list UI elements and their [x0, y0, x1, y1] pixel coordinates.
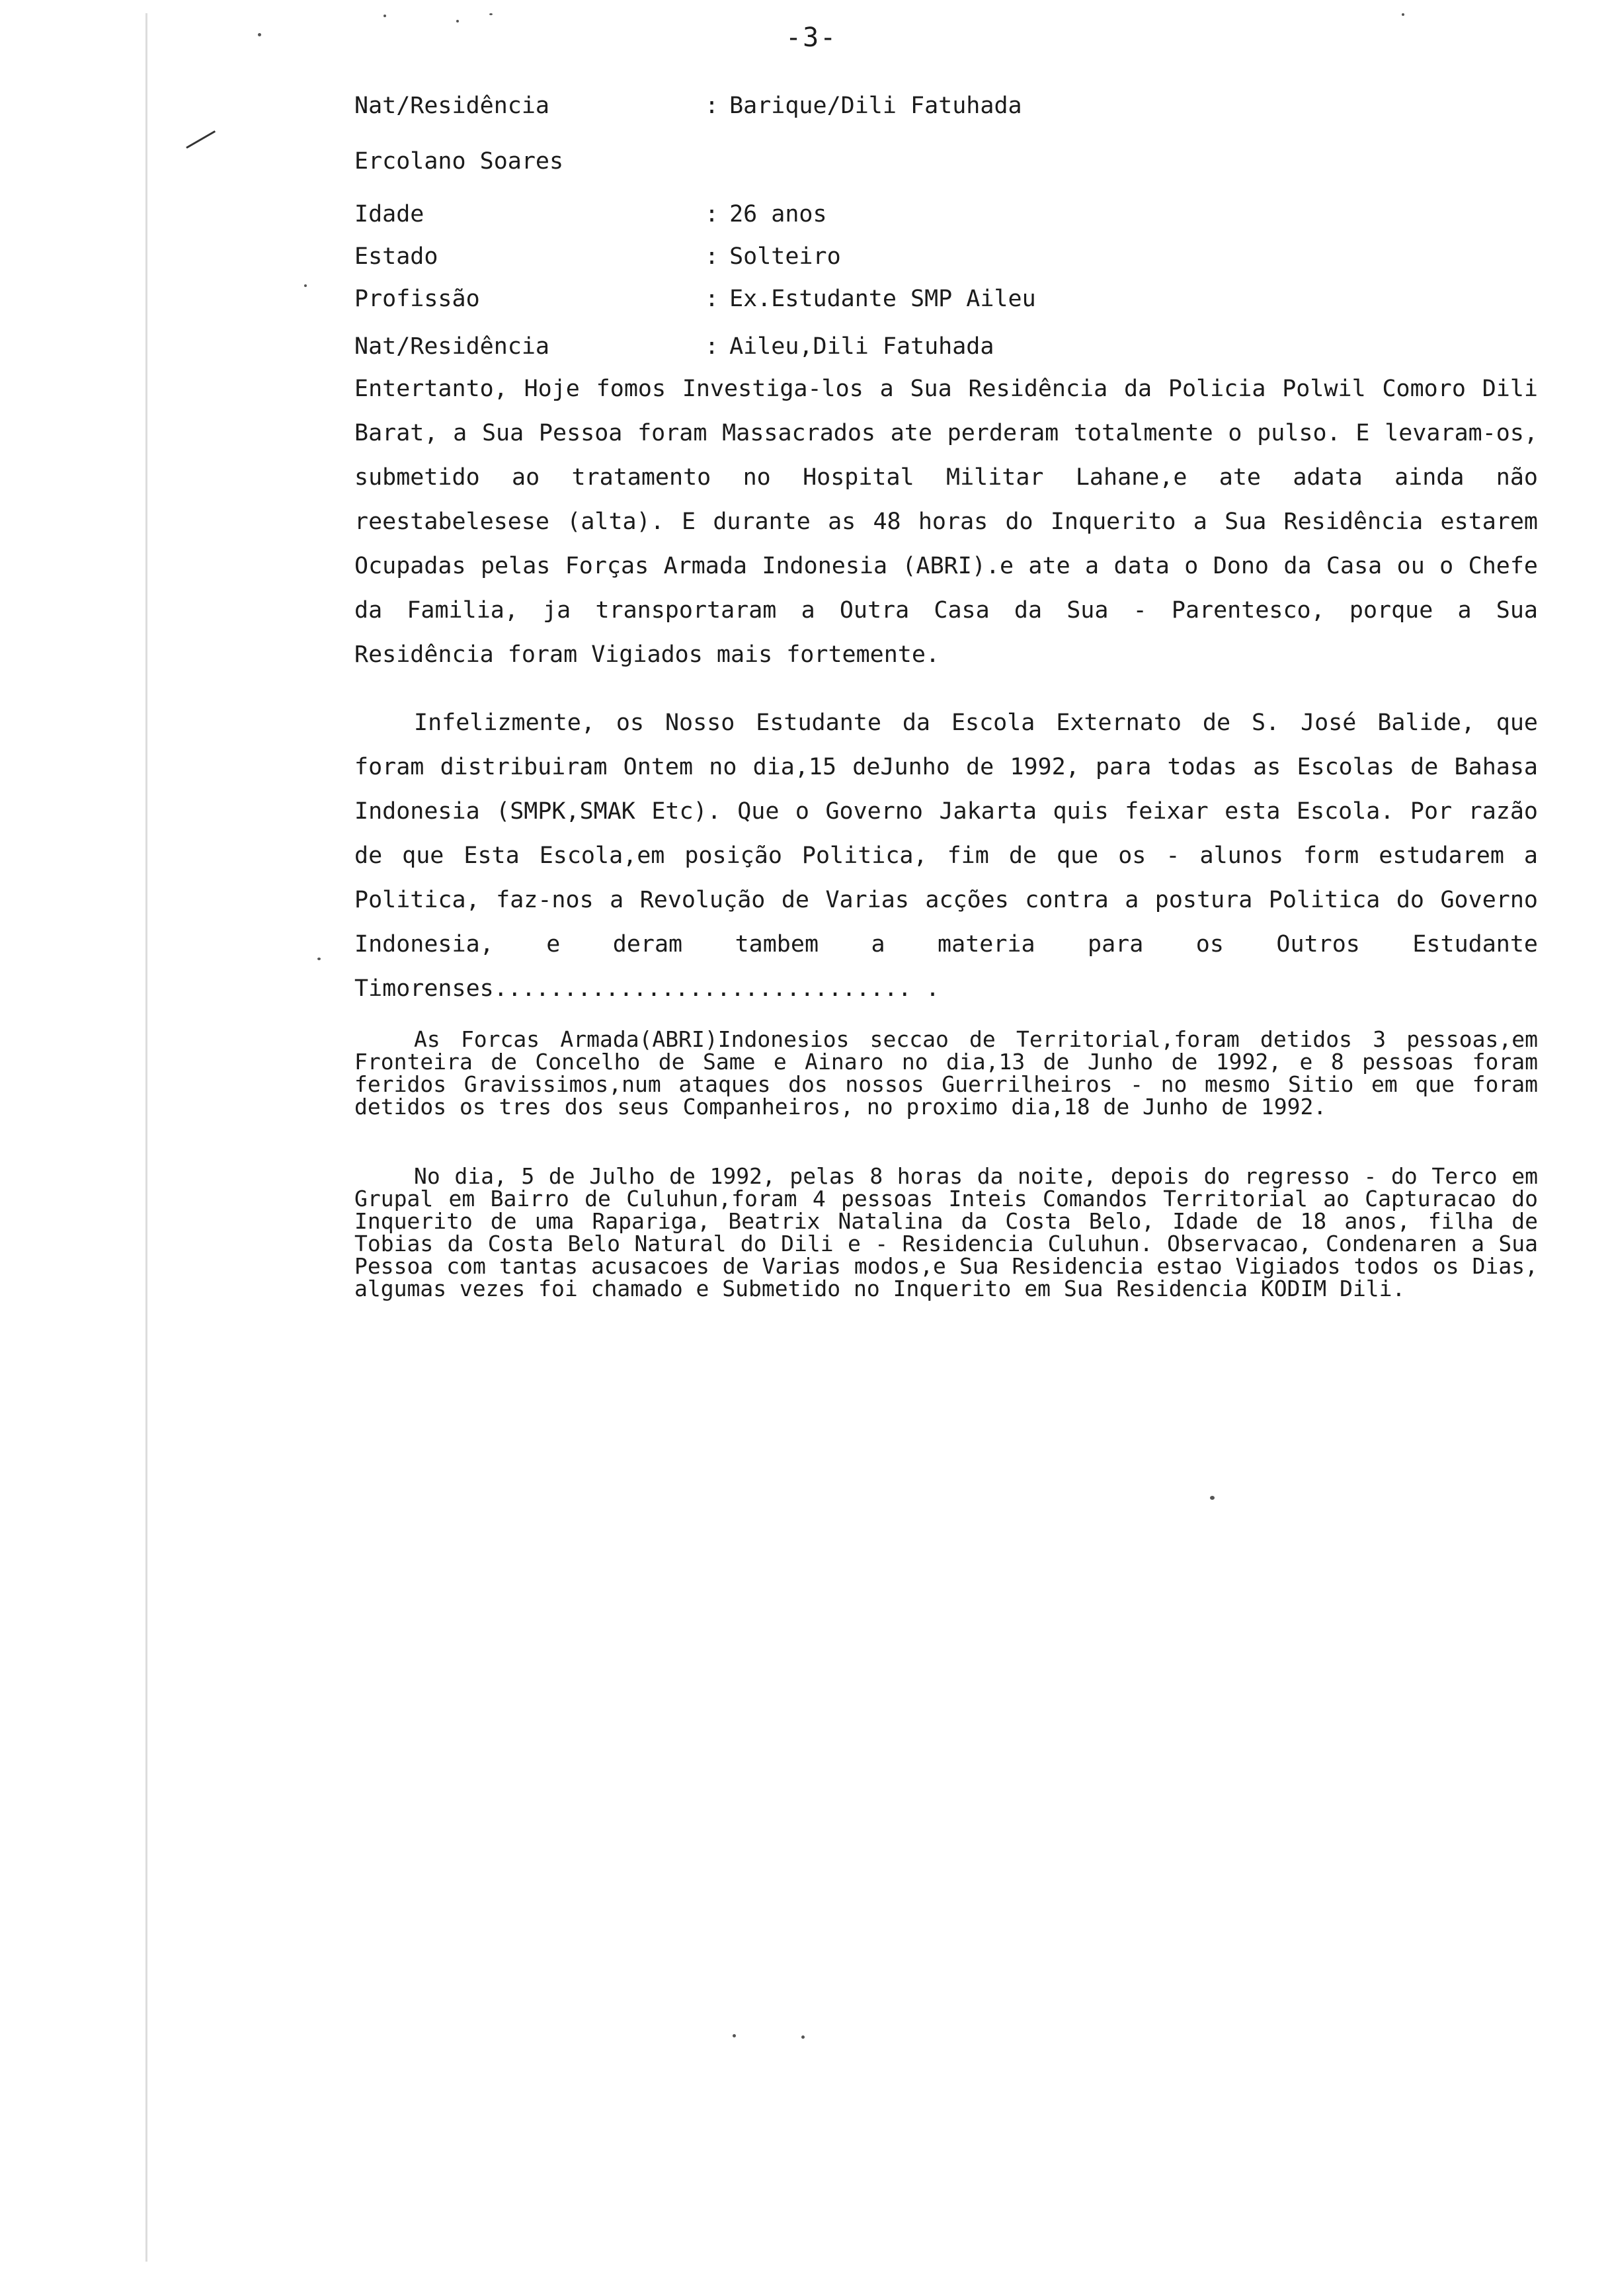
- scan-speck: [801, 2035, 805, 2039]
- field-label: Idade: [354, 201, 424, 227]
- scan-speck: [317, 958, 321, 960]
- field-value: 26 anos: [729, 201, 827, 227]
- field-row-profession: [354, 286, 1478, 333]
- paragraph-capture: No dia, 5 de Julho de 1992, pelas 8 horas da noite, depois do regresso - do Terco em Grupal em Bairro de Culuhun,foram 4 pessoas Inteis Comandos Territorial ao Capturacao do Inquerito de uma Rapariga, Beatrix Natalina da Costa Belo, Idade de 18 anos, filha de Tobias da Costa Belo Natural do Dili e - Residencia Culuhun. Observacao, Condenaren a Sua Pessoa com tantas acusacoes de Varias modos,e Sua Residencia estao Vigiados todos os Dias, algumas vezes foi chamado e Submetido no Inquerito em Sua Residencia KODIM Dili.: [354, 1163, 1538, 1301]
- scan-speck: [456, 20, 459, 22]
- field-label: Nat/Residência: [354, 333, 550, 360]
- page-number: -3-: [785, 22, 838, 53]
- field-row-residence-top: [354, 93, 1478, 135]
- scan-speck: [304, 284, 307, 287]
- field-value: Ex.Estudante SMP Aileu: [729, 286, 1036, 312]
- field-value-wrap: [705, 243, 841, 270]
- left-margin-line: [145, 13, 147, 2262]
- paragraph-armed-forces: As Forcas Armada(ABRI)Indonesios seccao de Territorial,foram detidos 3 pessoas,em Fronteira de Concelho de Same e Ainaro no dia,13 de Junho de 1992, e 8 pessoas foram feridos Gravissimos,num ataques dos nossos Guerrilheiros - no mesmo Sitio em que foram detidos os tres dos seus Companheiros, no proximo dia,18 de Junho de 1992.: [354, 1026, 1538, 1120]
- person-name-row: [354, 148, 1478, 201]
- scan-speck: [258, 33, 261, 36]
- field-colon: :: [705, 333, 719, 360]
- field-value-wrap: [705, 201, 827, 227]
- field-colon: :: [705, 243, 719, 270]
- paragraph-students: Infelizmente, os Nosso Estudante da Escola Externato de S. José Balide, que foram distribuiram Ontem no dia,15 deJunho de 1992, para todas as Escolas de Bahasa Indonesia (SMPK,SMAK Etc). Que o Governo Jakarta quis feixar esta Escola. Por razão de que Esta Escola,em posição Politica, fim de que os - alunos form estudarem a Politica, faz-nos a Revolução de Varias acções contra a postura Politica do Governo Indonesia, e deram tambem a materia para os Outros Estudante Timorenses.............................. .: [354, 710, 1538, 1002]
- field-label: Nat/Residência: [354, 93, 550, 119]
- scan-speck: [1402, 13, 1404, 16]
- field-row-status: [354, 243, 1478, 286]
- field-value-wrap: [705, 93, 1022, 119]
- person-name: Ercolano Soares: [354, 148, 564, 175]
- scan-speck: [733, 2034, 736, 2037]
- field-colon: :: [705, 286, 719, 312]
- field-value-wrap: [705, 286, 1036, 312]
- spacer: [354, 135, 1478, 148]
- field-row-age: [354, 201, 1478, 243]
- scan-mark: [186, 130, 216, 149]
- scan-speck: [1210, 1496, 1215, 1500]
- scan-speck: [489, 13, 493, 15]
- field-colon: :: [705, 201, 719, 227]
- field-label: Profissão: [354, 286, 480, 312]
- paragraph-investigation: Entertanto, Hoje fomos Investiga-los a Sua Residência da Policia Polwil Comoro Dili Barat, a Sua Pessoa foram Massacrados ate perderam totalmente o pulso. E levaram-os, submetido ao tratamento no Hospital Militar Lahane,e ate adata ainda não reestabelesese (alta). E durante as 48 horas do Inquerito a Sua Residência estarem Ocupadas pelas Forças Armada Indonesia (ABRI).e ate a data o Dono da Casa ou o Chefe da Familia, ja transportaram a Outra Casa da Sua - Parentesco, porque a Sua Residência foram Vigiados mais fortemente.: [354, 376, 1538, 668]
- scan-speck: [383, 15, 386, 17]
- field-label: Estado: [354, 243, 438, 270]
- personal-details: [354, 93, 1478, 376]
- field-value: Solteiro: [729, 243, 841, 270]
- field-colon: :: [705, 93, 719, 119]
- field-value: Barique/Dili Fatuhada: [729, 93, 1022, 119]
- field-value: Aileu,Dili Fatuhada: [729, 333, 994, 360]
- field-value-wrap: [705, 333, 994, 360]
